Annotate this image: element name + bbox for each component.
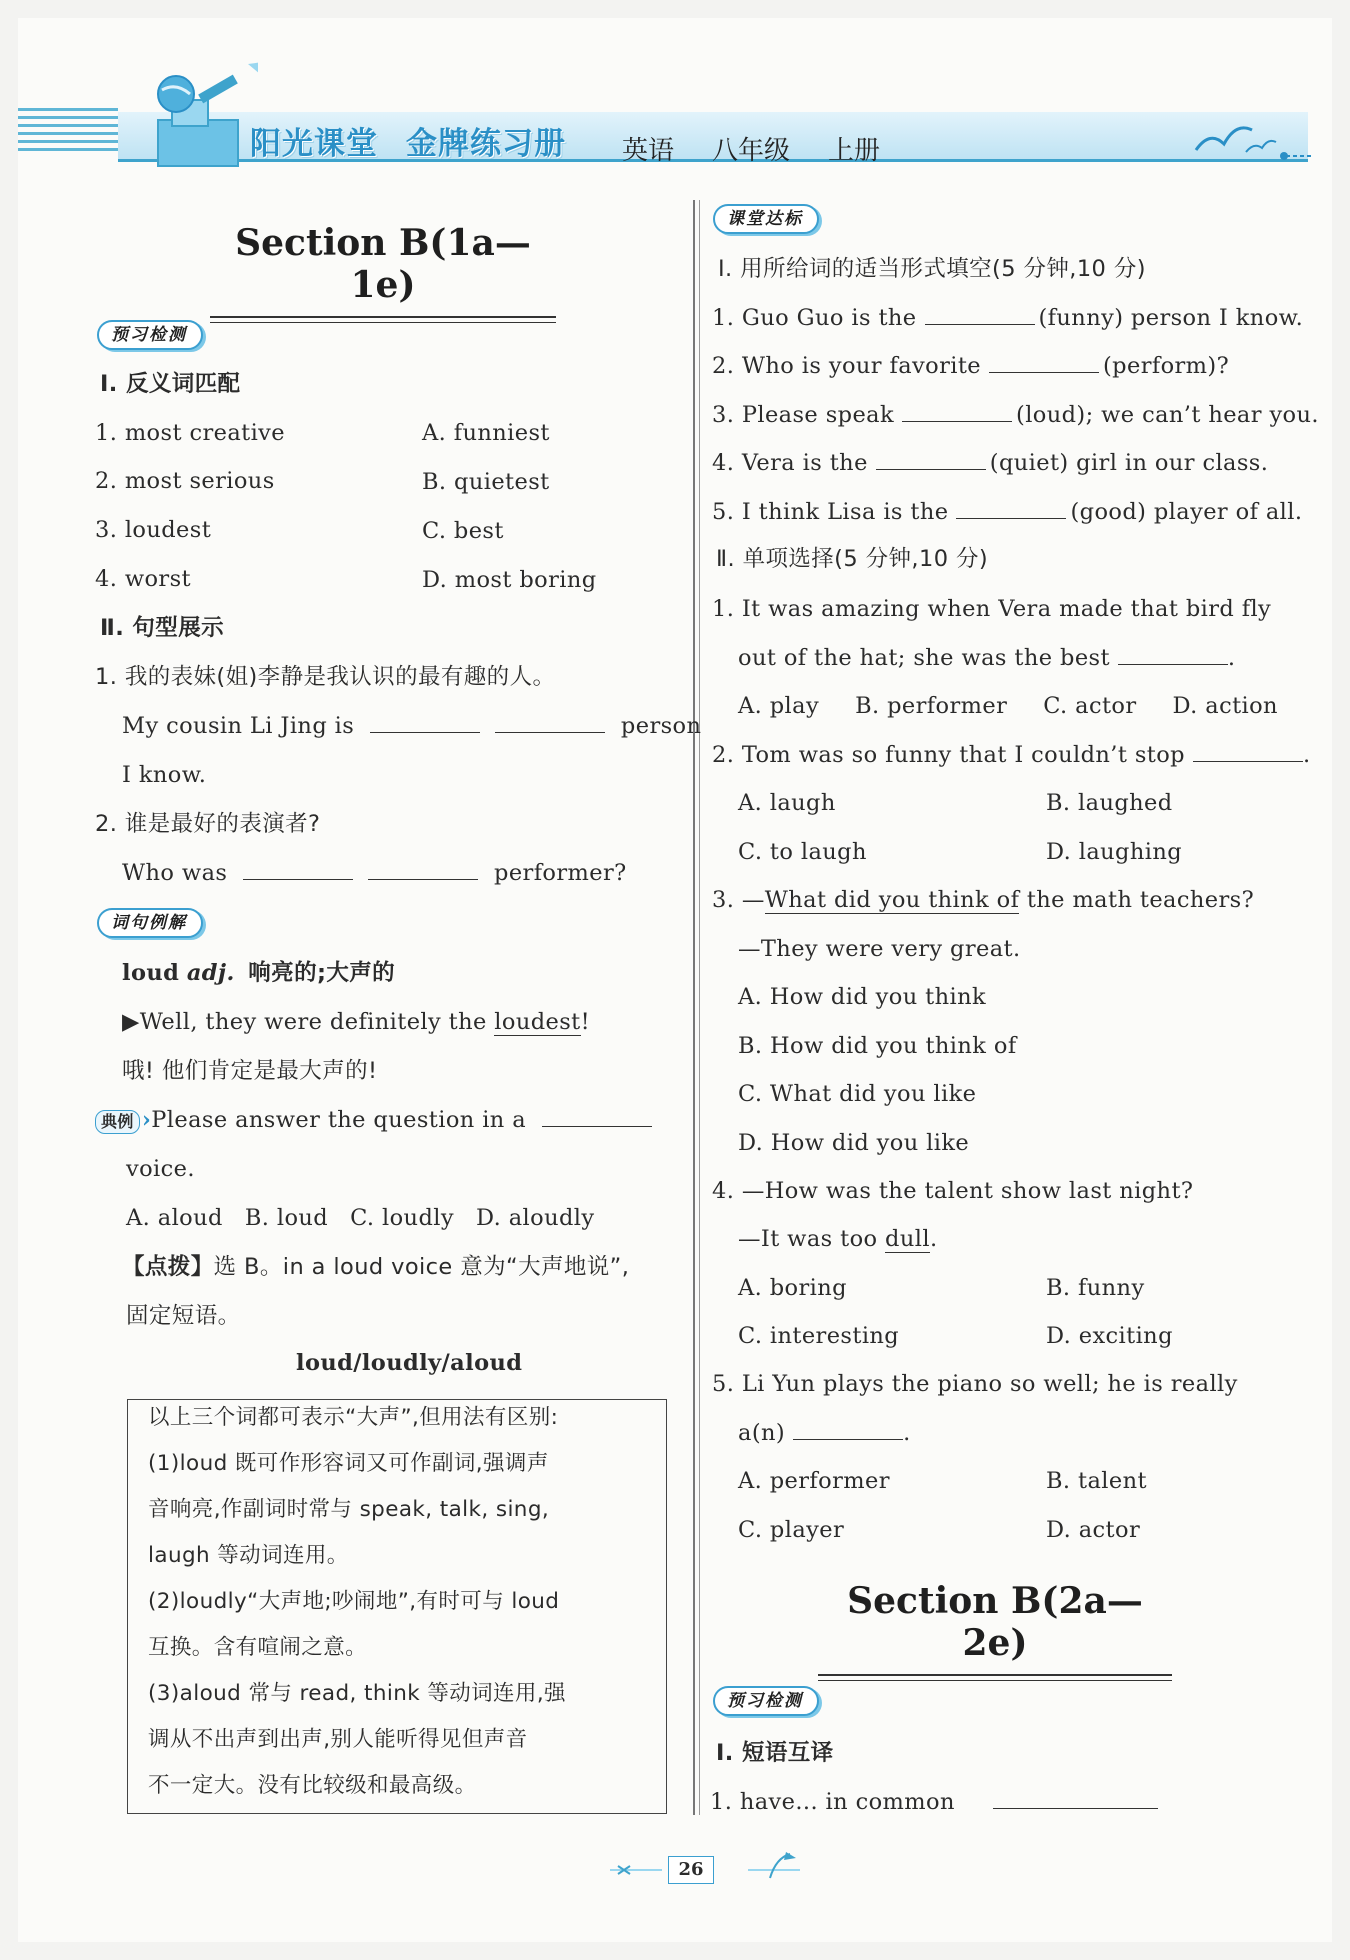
globe-telescope-icon (128, 60, 258, 170)
seagulls-icon (1186, 100, 1316, 170)
mc-q3-option-a: A. How did you think (738, 984, 987, 1010)
column-divider (693, 200, 695, 1815)
example-sentence: ▶Well, they were definitely the loudest! (122, 1009, 591, 1035)
note-line-1: 以上三个词都可表示“大声”,但用法有区别: (148, 1405, 559, 1430)
sentence1-english: My cousin Li Jing is person (122, 713, 702, 739)
mc-q3-option-b: B. How did you think of (738, 1033, 1017, 1059)
note-line-4: laugh 等动词连用。 (148, 1543, 349, 1568)
subject-label: 英语 (622, 136, 675, 166)
sentence2-chinese: 2. 谁是最好的表演者? (95, 811, 321, 837)
example-translation: 哦! 他们肯定是最大声的! (122, 1058, 378, 1084)
answer-blank[interactable] (989, 351, 1099, 373)
fill-item-4: 4. Vera is the (quiet) girl in our class. (712, 450, 1269, 476)
tip-line2: 固定短语。 (126, 1303, 241, 1329)
fill-item-1: 1. Guo Guo is the (funny) person I know. (712, 305, 1304, 331)
tag-class-practice: 课堂达标 (713, 204, 819, 234)
answer-blank[interactable] (925, 303, 1035, 325)
note-line-9: 不一定大。没有比较级和最高级。 (148, 1773, 477, 1798)
chevron-right-icon: › (141, 1107, 152, 1133)
page-header (18, 60, 1332, 180)
sentence1-chinese: 1. 我的表妹(姐)李静是我认识的最有趣的人。 (95, 664, 556, 690)
column-divider-thin (699, 200, 700, 1815)
typical-question-line2: voice. (126, 1156, 195, 1182)
volume-label: 上册 (828, 136, 881, 166)
brand-name-2: 金牌练习册 (406, 126, 566, 162)
mc-q5-line2: a(n) . (738, 1420, 911, 1446)
note-line-3: 音响亮,作副词时常与 speak, talk, sing, (148, 1497, 550, 1522)
mc-q5-line1: 5. Li Yun plays the piano so well; he is really (712, 1371, 1238, 1397)
answer-blank[interactable] (1193, 740, 1303, 762)
mc-q5-option-a: A. performer (738, 1468, 890, 1494)
mc-q5-option-c: C. player (738, 1517, 845, 1543)
mc-q4-option-d: D. exciting (1046, 1323, 1173, 1349)
match-left-1: 1. most creative (95, 420, 285, 446)
tip-line1: 【点拨】选 B。in a loud voice 意为“大声地说”, (122, 1254, 630, 1280)
match-right-1: A. funniest (422, 420, 550, 446)
note-line-8: 调从不出声到出声,别人能听得见但声音 (148, 1727, 528, 1752)
match-right-3: C. best (422, 518, 504, 544)
mc-q5-option-b: B. talent (1046, 1468, 1147, 1494)
mc-q1-line2: out of the hat; she was the best . (738, 645, 1236, 671)
mc-q3-option-d: D. How did you like (738, 1130, 970, 1156)
mc-q2-option-c: C. to laugh (738, 839, 867, 865)
mc-q3-answer: —They were very great. (738, 936, 1021, 962)
mc-q4-answer: —It was too dull. (738, 1226, 938, 1252)
note-line-6: 互换。含有喧闹之意。 (148, 1635, 368, 1660)
note-line-2: (1)loud 既可作形容词又可作副词,强调声 (148, 1451, 549, 1476)
fill-item-3: 3. Please speak (loud); we can’t hear you. (712, 402, 1319, 428)
mc-q3: 3. —What did you think of the math teachers? (712, 887, 1255, 913)
answer-blank[interactable] (876, 448, 986, 470)
typical-example-tag: 典例 (95, 1110, 140, 1134)
typical-question-line1: 典例 ›Please answer the question in a (95, 1105, 652, 1135)
mc-q4: 4. —How was the talent show last night? (712, 1178, 1194, 1204)
match-right-4: D. most boring (422, 567, 597, 593)
answer-blank[interactable] (542, 1105, 652, 1127)
match-left-3: 3. loudest (95, 517, 212, 543)
grade-label: 八年级 (712, 136, 791, 166)
mc-q1-options: A. play B. performer C. actor D. action (738, 693, 1278, 719)
right-part1-heading: Ⅰ. 用所给词的适当形式填空(5 分钟,10 分) (718, 256, 1146, 282)
match-left-2: 2. most serious (95, 468, 275, 494)
brand-name-1: 阳光课堂 (250, 126, 378, 162)
sentence1-english-end: I know. (122, 762, 207, 788)
sentence2-english: Who was performer? (122, 860, 627, 886)
tag-word-examples: 词句例解 (97, 908, 203, 938)
part1-heading: Ⅰ. 反义词匹配 (100, 371, 241, 397)
answer-blank[interactable] (243, 858, 353, 880)
tag-preview-check: 预习检测 (97, 320, 203, 350)
typical-options: A. aloud B. loud C. loudly D. aloudly (126, 1205, 595, 1231)
phrase-translate-heading: Ⅰ. 短语互译 (716, 1740, 834, 1766)
answer-blank[interactable] (793, 1418, 903, 1440)
answer-blank[interactable] (368, 858, 478, 880)
mc-q5-option-d: D. actor (1046, 1517, 1141, 1543)
word-entry-loud: loud adj. 响亮的;大声的 (122, 960, 396, 986)
page-number: 26 (668, 1856, 714, 1884)
section-title-1a-1e: Section B(1a—1e) (222, 222, 544, 306)
header-brand (250, 118, 594, 163)
mc-q2-option-d: D. laughing (1046, 839, 1183, 865)
mc-q4-option-c: C. interesting (738, 1323, 900, 1349)
part2-heading: Ⅱ. 句型展示 (100, 615, 225, 641)
match-right-2: B. quietest (422, 469, 550, 495)
mc-q2-option-a: A. laugh (738, 790, 836, 816)
phrase-item-1: 1. have... in common (710, 1787, 1158, 1817)
header-subject-info (622, 130, 918, 167)
answer-blank[interactable] (370, 711, 480, 733)
note-line-5: (2)loudly“大声地;吵闹地”,有时可与 loud (148, 1589, 560, 1614)
tag-preview-check-2: 预习检测 (713, 1686, 819, 1716)
answer-blank[interactable] (495, 711, 605, 733)
play-arrow-icon: ▶ (122, 1009, 140, 1035)
match-left-4: 4. worst (95, 566, 191, 592)
note-line-7: (3)aloud 常与 read, think 等动词连用,强 (148, 1681, 566, 1706)
mc-q2: 2. Tom was so funny that I couldn’t stop . (712, 742, 1311, 768)
answer-blank[interactable] (956, 497, 1066, 519)
answer-blank[interactable] (902, 400, 1012, 422)
mc-q1-line1: 1. It was amazing when Vera made that bird fly (712, 596, 1272, 622)
fill-item-5: 5. I think Lisa is the (good) player of all. (712, 499, 1303, 525)
fill-item-2: 2. Who is your favorite (perform)? (712, 353, 1230, 379)
answer-blank[interactable] (993, 1787, 1158, 1809)
right-part2-heading: Ⅱ. 单项选择(5 分钟,10 分) (716, 546, 989, 572)
section-title-2a-2e: Section B(2a—2e) (830, 1580, 1160, 1664)
mc-q2-option-b: B. laughed (1046, 790, 1173, 816)
mc-q3-option-c: C. What did you like (738, 1081, 977, 1107)
header-stripes (18, 108, 118, 162)
mc-q4-option-a: A. boring (738, 1275, 847, 1301)
compare-title: loud/loudly/aloud (296, 1350, 523, 1376)
answer-blank[interactable] (1118, 643, 1228, 665)
mc-q4-option-b: B. funny (1046, 1275, 1145, 1301)
